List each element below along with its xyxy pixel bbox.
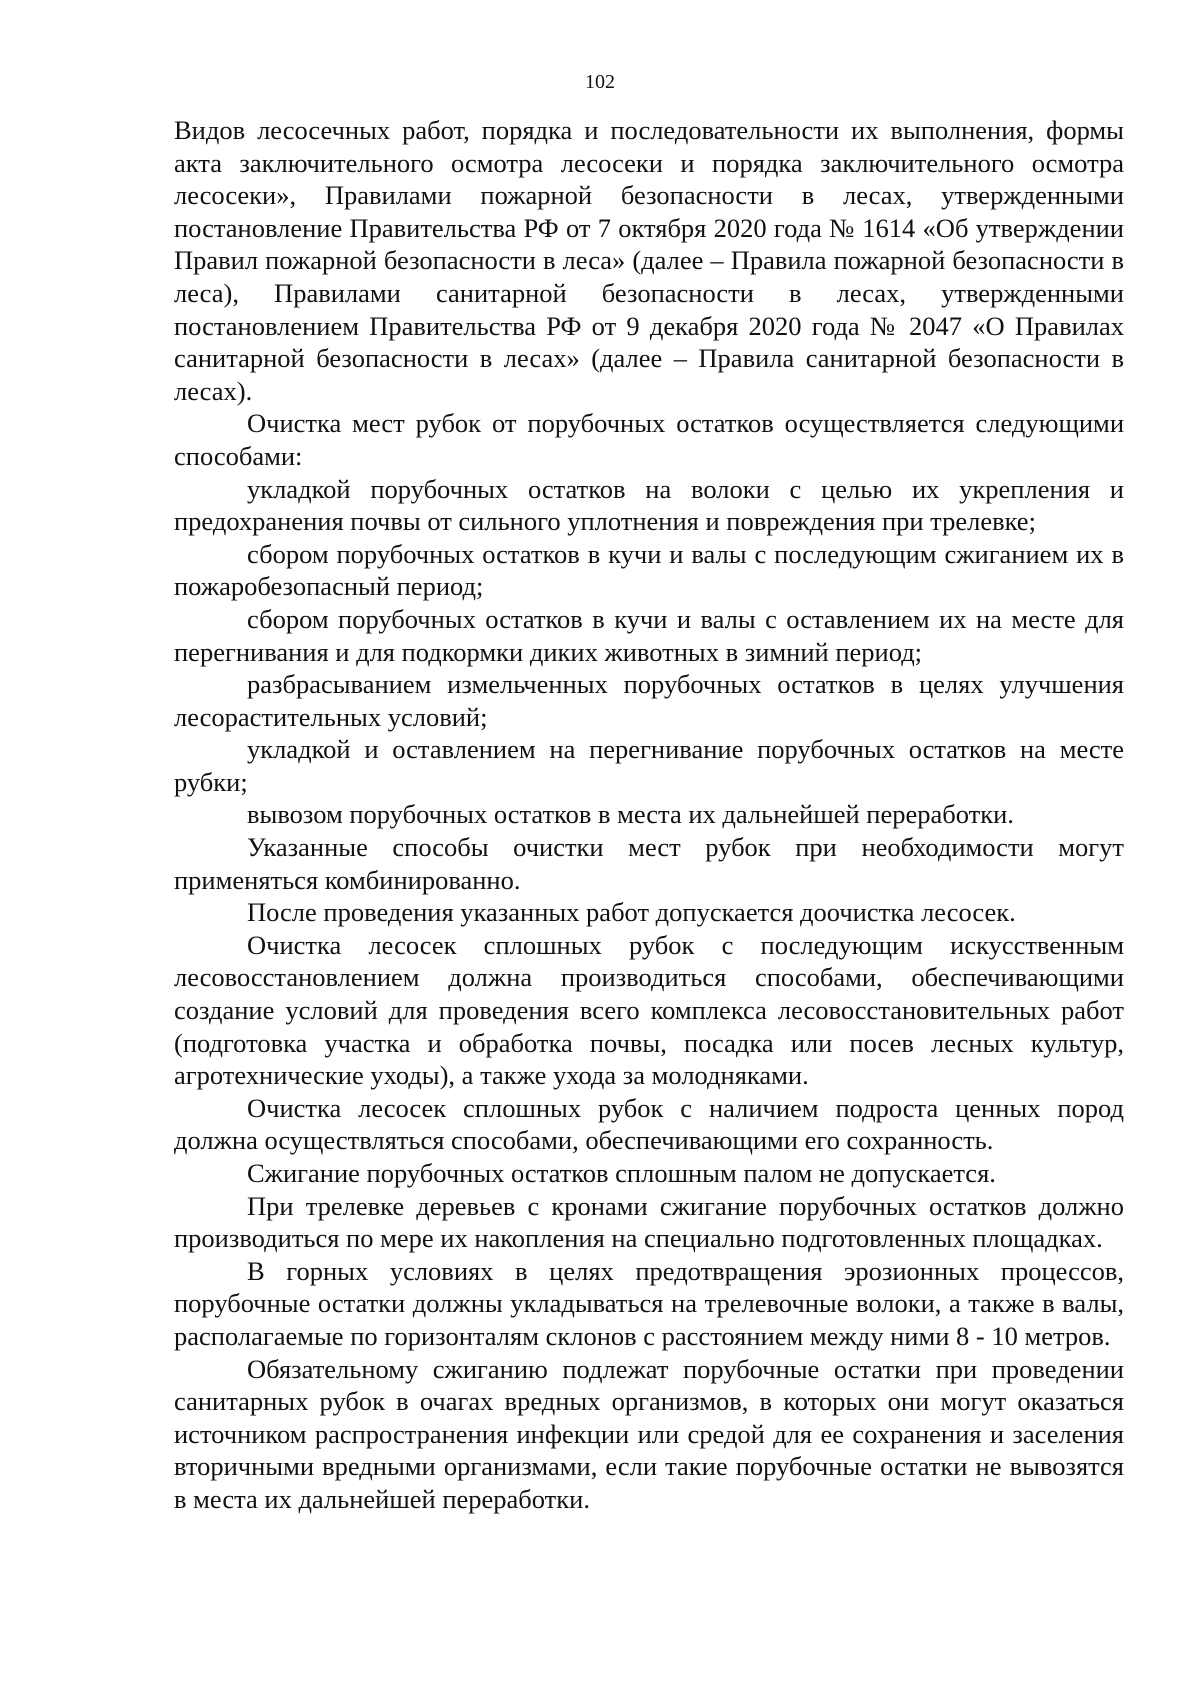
paragraph: Очистка лесосек сплошных рубок с последующим искусственным лесовосстановлением должна производиться способами, обеспечивающими создание условий для проведения всего комплекса лесовосстановительных работ (подготовка участка и обработка почвы, посадка или посев лесных культур, агротехнические уходы), а также ухода за молодняками.	[174, 929, 1124, 1091]
paragraph: вывозом порубочных остатков в места их дальнейшей переработки.	[247, 799, 1014, 830]
paragraph: Очистка лесосек сплошных рубок с наличием подроста ценных пород должна осуществляться способами, обеспечивающими его сохранность.	[174, 1092, 1124, 1156]
paragraph: Очистка мест рубок от порубочных остатков осуществляется следующими способами:	[174, 408, 1124, 471]
paragraph: Видов лесосечных работ, порядка и последовательности их выполнения, формы акта заключительного осмотра лесосеки и порядка заключительного осмотра лесосеки», Правилами пожарной безопасности в лесах, утвержденными постановление Правительства РФ от 7 октября 2020 года № 1614 «Об утверждении Правил пожарной безопасности в леса» (далее – Правила пожарной безопасности в леса), Правилами санитарной безопасности в лесах, утвержденными постановлением Правительства РФ от 9 декабря 2020 года № 2047 «О Правилах санитарной безопасности в лесах» (далее – Правила санитарной безопасности в лесах).	[174, 115, 1124, 406]
paragraph: После проведения указанных работ допускается доочистка лесосек.	[247, 897, 1016, 928]
paragraph: сбором порубочных остатков в кучи и валы с оставлением их на месте для перегнивания и для подкормки диких животных в зимний период;	[174, 603, 1124, 667]
document-body	[174, 114, 1124, 1516]
paragraph: В горных условиях в целях предотвращения эрозионных процессов, порубочные остатки должны укладываться на трелевочные волоки, а также в валы, располагаемые по горизонталям склонов с расстоянием между ними 8 - 10 метров.	[174, 1255, 1124, 1351]
paragraph: укладкой и оставлением на перегнивание порубочных остатков на месте рубки;	[174, 734, 1124, 797]
paragraph: Указанные способы очистки мест рубок при необходимости могут применяться комбинированно.	[174, 832, 1124, 895]
paragraph: Сжигание порубочных остатков сплошным палом не допускается.	[247, 1158, 996, 1188]
paragraph: разбрасыванием измельченных порубочных остатков в целях улучшения лесорастительных условий;	[174, 669, 1124, 732]
paragraph: При трелевке деревьев с кронами сжигание порубочных остатков должно производиться по мере их накопления на специально подготовленных площадках.	[174, 1190, 1124, 1254]
paragraph: сбором порубочных остатков в кучи и валы с последующим сжиганием их в пожаробезопасный период;	[174, 538, 1124, 602]
paragraph: Обязательному сжиганию подлежат порубочные остатки при проведении санитарных рубок в очагах вредных организмов, в которых они могут оказаться источником распространения инфекции или средой для ее сохранения и заселения вторичными вредными организмами, если такие порубочные остатки не вывозятся в места их дальнейшей переработки.	[174, 1353, 1124, 1514]
page-number: 102	[585, 71, 615, 93]
paragraph: укладкой порубочных остатков на волоки с целью их укрепления и предохранения почвы от сильного уплотнения и повреждения при трелевке;	[174, 473, 1124, 537]
